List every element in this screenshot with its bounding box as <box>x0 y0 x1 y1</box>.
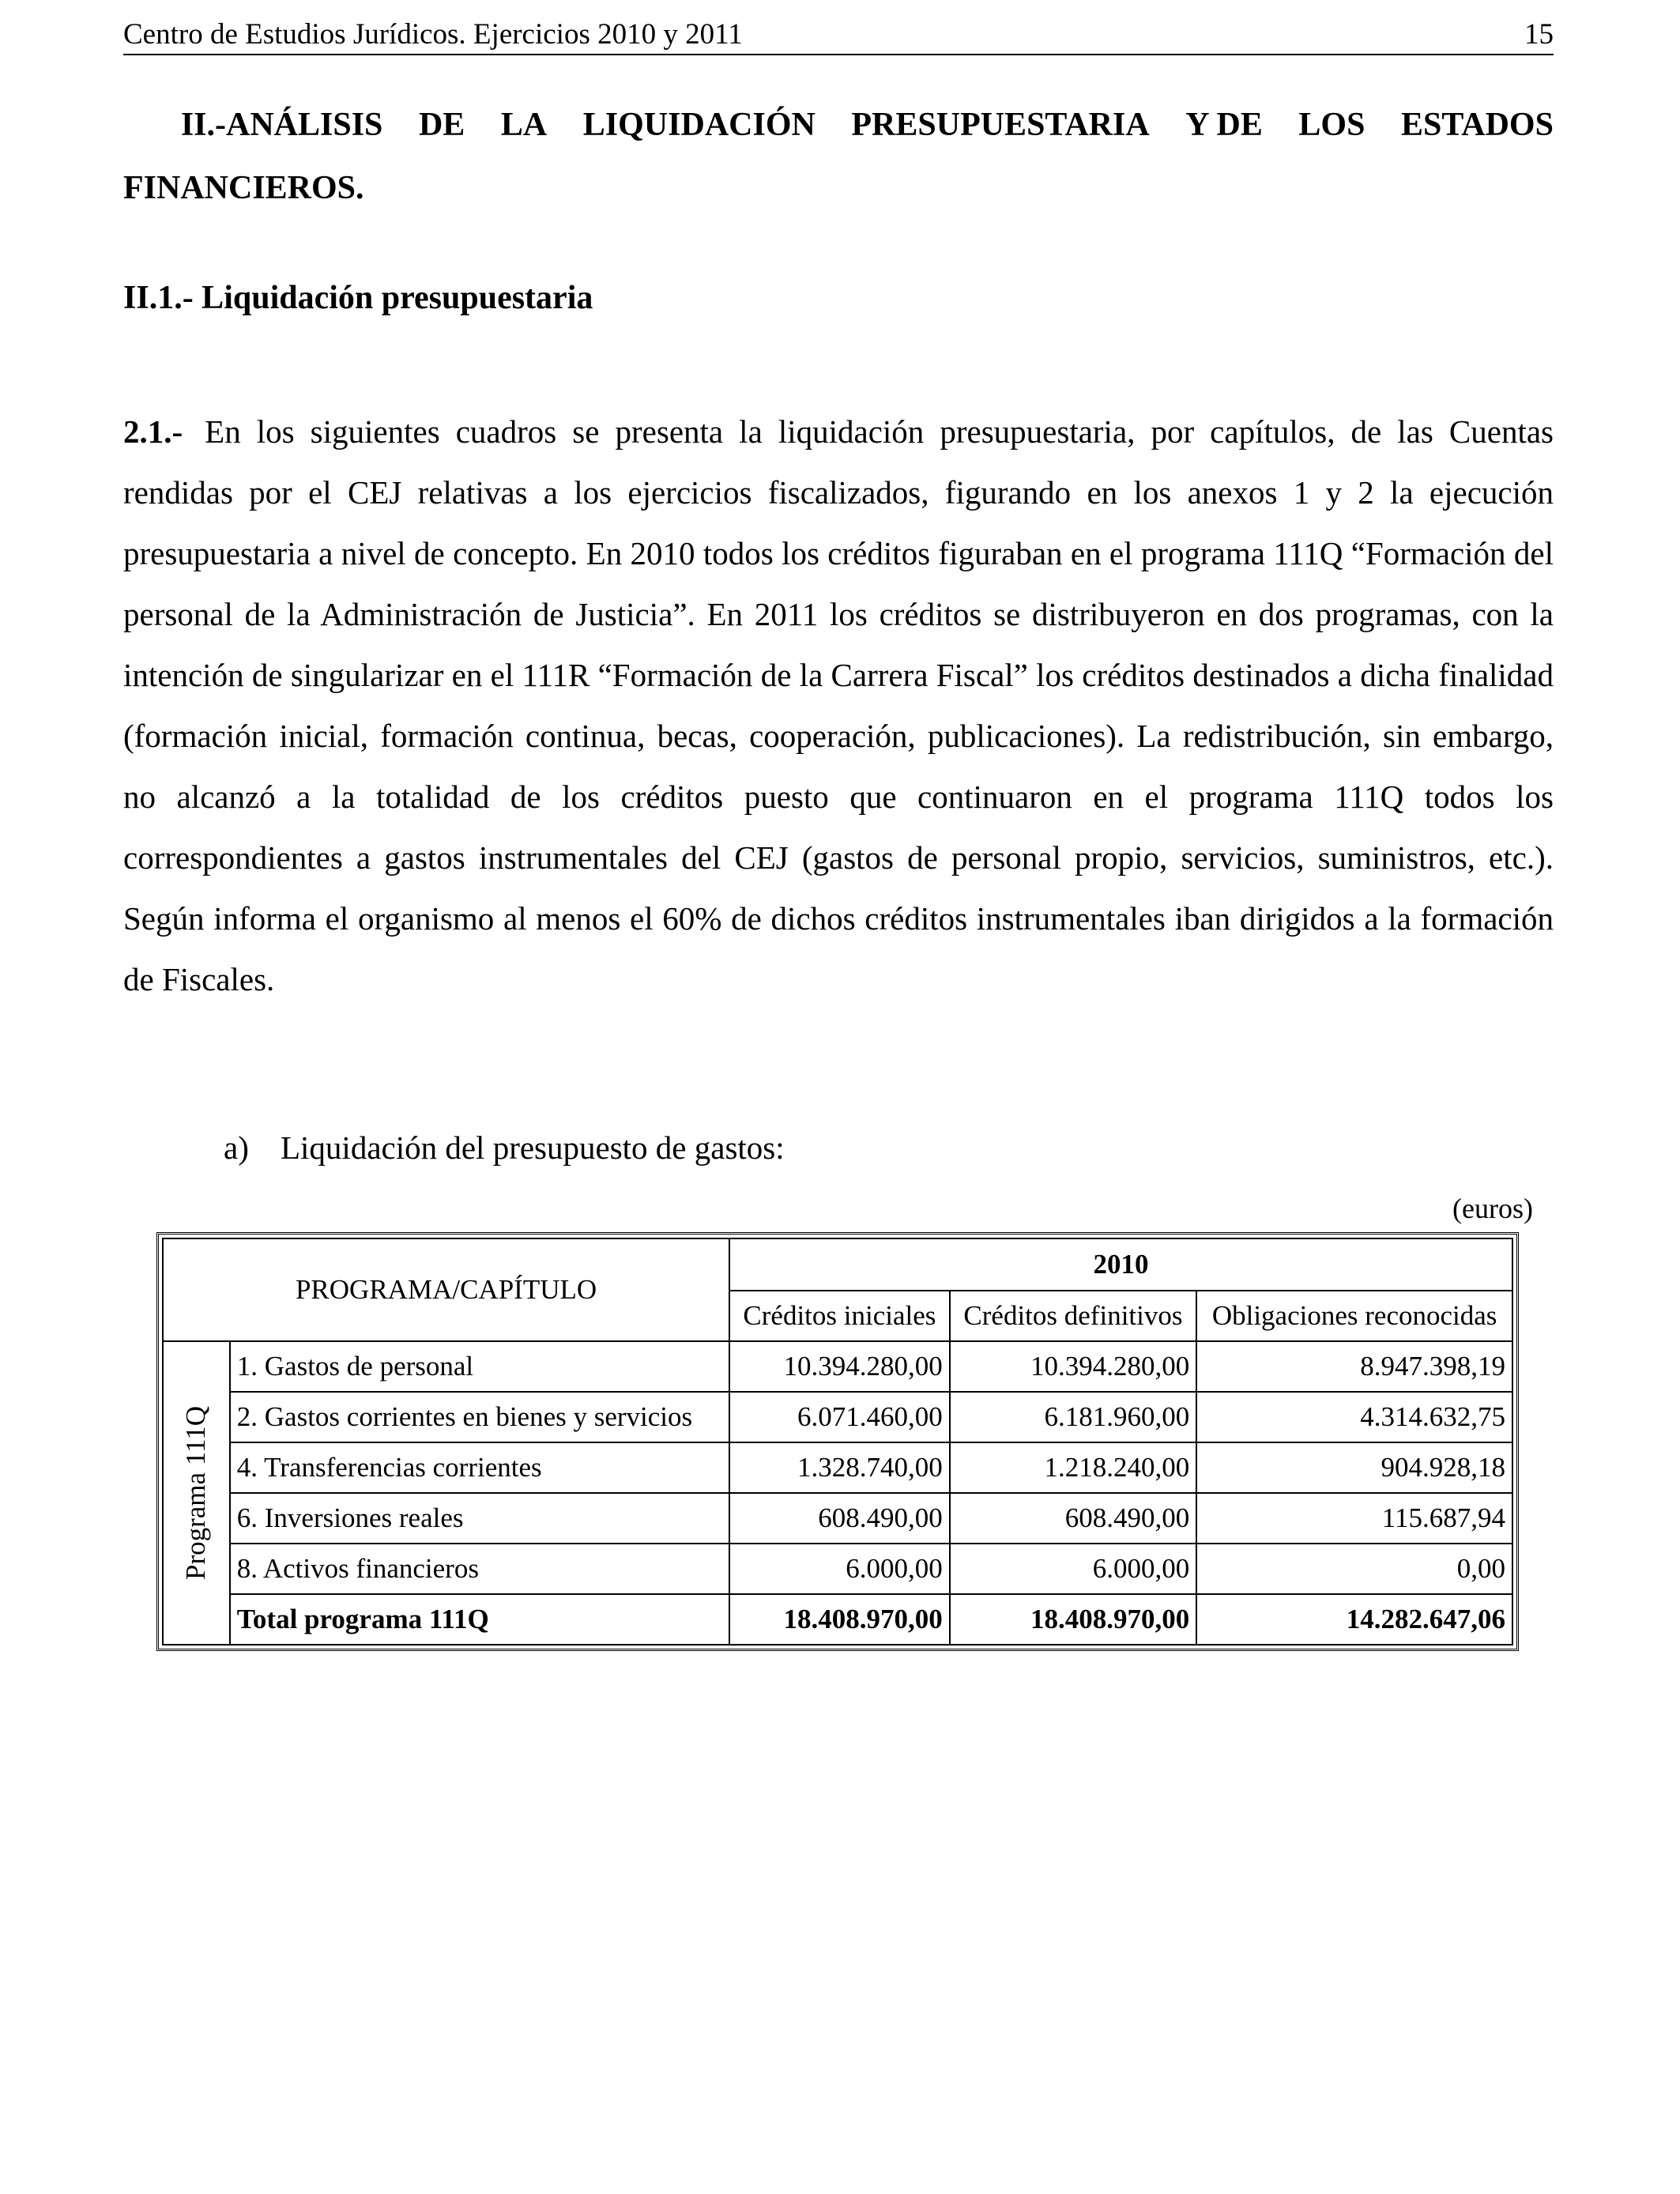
chapter-cell: 6. Inversiones reales <box>230 1493 729 1544</box>
body-paragraph <box>123 401 1554 1010</box>
table-row <box>163 1493 1512 1544</box>
subsection-title: II.1.- Liquidación presupuestaria <box>123 280 593 316</box>
list-item-text: Liquidación del presupuesto de gastos: <box>281 1129 785 1166</box>
value-cell: 6.000,00 <box>729 1544 950 1594</box>
total-value-cell: 18.408.970,00 <box>950 1594 1197 1645</box>
value-cell: 608.490,00 <box>950 1493 1197 1544</box>
section-title-word: DE <box>418 107 465 143</box>
units-note: (euros) <box>1452 1193 1533 1224</box>
value-cell: 6.000,00 <box>950 1544 1197 1594</box>
page-header <box>123 17 1554 55</box>
chapter-cell: 8. Activos financieros <box>230 1544 729 1594</box>
value-cell: 0,00 <box>1196 1544 1512 1594</box>
section-title-word: Y DE <box>1185 107 1263 143</box>
section-title-word: ESTADOS <box>1400 107 1554 143</box>
section-title-word: LOS <box>1298 107 1365 143</box>
section-title-line2: FINANCIEROS. <box>123 170 364 206</box>
total-value-cell: 18.408.970,00 <box>729 1594 950 1645</box>
budget-table <box>162 1238 1513 1646</box>
section-title-word: LIQUIDACIÓN <box>582 107 816 143</box>
column-header-initial: Créditos iniciales <box>729 1291 950 1341</box>
table-row <box>163 1442 1512 1493</box>
value-cell: 10.394.280,00 <box>729 1341 950 1392</box>
section-title-line1 <box>226 93 1554 156</box>
section-number: II.- <box>180 107 226 143</box>
column-header-final: Créditos definitivos <box>950 1291 1197 1341</box>
value-cell: 4.314.632,75 <box>1196 1392 1512 1442</box>
value-cell: 608.490,00 <box>729 1493 950 1544</box>
total-label-cell: Total programa 111Q <box>230 1594 729 1645</box>
column-header-year: 2010 <box>729 1238 1512 1291</box>
budget-table-frame <box>156 1232 1519 1651</box>
group-label-cell <box>163 1341 230 1645</box>
section-title-word: LA <box>500 107 548 143</box>
column-header-obligations: Obligaciones reconocidas <box>1196 1291 1512 1341</box>
table-row <box>163 1341 1512 1392</box>
running-header-title: Centro de Estudios Jurídicos. Ejercicios 2010 y 2011 <box>123 18 743 51</box>
value-cell: 10.394.280,00 <box>950 1341 1197 1392</box>
chapter-cell: 4. Transferencias corrientes <box>230 1442 729 1493</box>
total-value-cell: 14.282.647,06 <box>1196 1594 1512 1645</box>
value-cell: 904.928,18 <box>1196 1442 1512 1493</box>
value-cell: 6.181.960,00 <box>950 1392 1197 1442</box>
table-row <box>163 1544 1512 1594</box>
chapter-cell: 2. Gastos corrientes en bienes y servicios <box>230 1392 729 1442</box>
chapter-cell: 1. Gastos de personal <box>230 1341 729 1392</box>
column-header-program: PROGRAMA/CAPÍTULO <box>163 1238 729 1341</box>
table-total-row <box>163 1594 1512 1645</box>
value-cell: 6.071.460,00 <box>729 1392 950 1442</box>
paragraph-number: 2.1.- <box>123 413 183 450</box>
value-cell: 1.328.740,00 <box>729 1442 950 1493</box>
table-row <box>163 1392 1512 1442</box>
table-header-row <box>163 1238 1512 1291</box>
page-number: 15 <box>1524 18 1554 51</box>
group-label: Programa 111Q <box>180 1406 212 1580</box>
value-cell: 115.687,94 <box>1196 1493 1512 1544</box>
section-title-word: ANÁLISIS <box>226 107 383 143</box>
list-marker: a) <box>224 1129 249 1166</box>
list-item <box>224 1129 785 1167</box>
section-title <box>123 93 1554 220</box>
paragraph-text: En los siguientes cuadros se presenta la liquidación presupuestaria, por capítulos, de las Cuentas rendidas por el CEJ relativas a los ejercicios fiscalizados, figurando en los anexos 1 y 2 la ejecución presupuestaria a nivel de concepto. En 2010 todos los créditos figuraban en el programa 111Q “Formación del personal de la Administración de Justicia”. En 2011 los créditos se distribuyeron en dos programas, con la intención de singularizar en el 111R “Formación de la Carrera Fiscal” los créditos destinados a dicha finalidad (formación inicial, formación continua, becas, cooperación, publicaciones). La redistribución, sin embargo, no alcanzó a la totalidad de los créditos puesto que continuaron en el programa 111Q todos los correspondientes a gastos instrumentales del CEJ (gastos de personal propio, servicios, suministros, etc.). Según informa el organismo al menos el 60% de dichos créditos instrumentales iban dirigidos a la formación de Fiscales. <box>123 413 1554 997</box>
value-cell: 8.947.398,19 <box>1196 1341 1512 1392</box>
value-cell: 1.218.240,00 <box>950 1442 1197 1493</box>
section-title-word: PRESUPUESTARIA <box>851 107 1150 143</box>
